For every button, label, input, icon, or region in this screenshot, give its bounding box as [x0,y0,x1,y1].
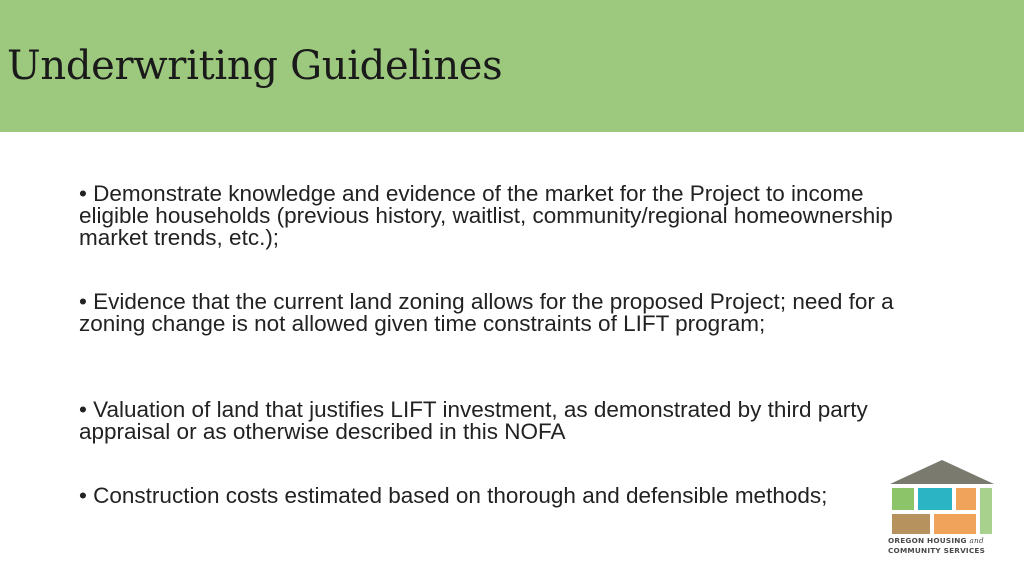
bullet-marker: • [79,397,87,422]
logo-block-green-right [980,488,992,534]
bullet-marker: • [79,181,87,206]
list-item [79,183,929,249]
logo-block-teal [918,488,952,510]
list-item [79,291,929,335]
logo-line1: OREGON HOUSING [888,536,967,545]
logo-block-tan [892,514,930,534]
logo-wordmark [888,536,998,556]
page-title: Underwriting Guidelines [7,43,503,89]
logo-block-orange-bottom [934,514,976,534]
list-item [79,485,827,507]
list-item [79,399,929,443]
bullet-text: Demonstrate knowledge and evidence of the market for the Project to income eligible households (previous history, waitlist, community/regional homeownership market trends, etc.); [79,181,893,250]
bullet-text: Valuation of land that justifies LIFT investment, as demonstrated by third party appraisal or as otherwise described in this NOFA [79,397,868,444]
bullet-text: Evidence that the current land zoning allows for the proposed Project; need for a zoning change is not allowed given time constraints of LIFT program; [79,289,894,336]
bullet-text: Construction costs estimated based on thorough and defensible methods; [93,483,828,508]
logo-line2: COMMUNITY SERVICES [888,546,986,555]
logo-roof [890,460,994,484]
bullet-marker: • [79,289,87,314]
title-bar [0,0,1024,132]
logo-line1-and: and [969,536,984,545]
bullet-marker: • [79,483,87,508]
logo-block-orange-top [956,488,976,510]
logo-block-green-left [892,488,914,510]
